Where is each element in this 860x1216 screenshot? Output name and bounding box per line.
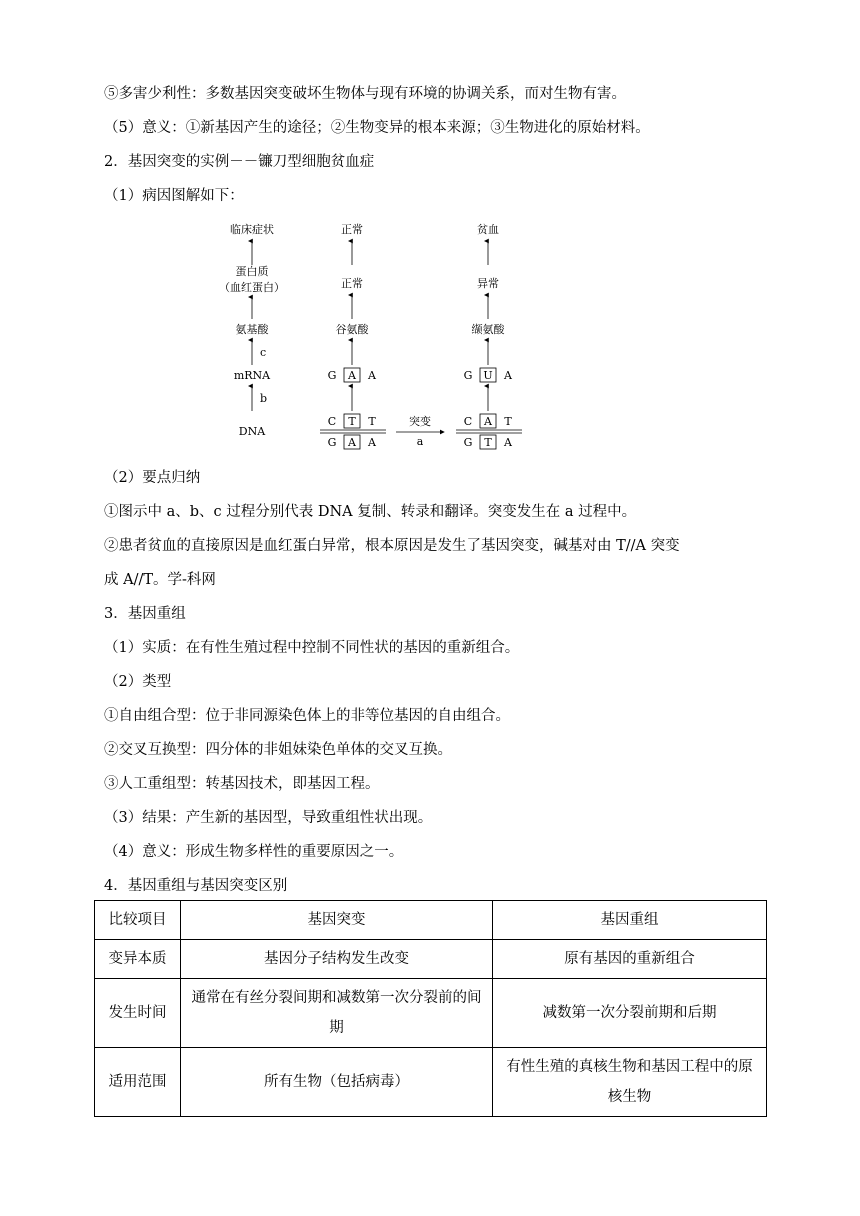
normal-protein-label: 正常 (341, 277, 363, 290)
process-a-label: a (416, 435, 424, 448)
dna-label: DNA (238, 425, 266, 438)
type-3: ③人工重组型：转基因技术，即基因工程。 (104, 776, 380, 792)
line-2: （5）意义：①新基因产生的途径；②生物变异的根本来源；③生物进化的原始材料。 (104, 120, 650, 136)
glutamic-acid-label: 谷氨酸 (335, 323, 369, 336)
line-diagram-caption: （1）病因图解如下： (104, 188, 244, 204)
table-cell: 有性生殖的真核生物和基因工程中的原核生物 (493, 1048, 767, 1117)
normal-dna-top-1: C (327, 415, 337, 428)
recombination-essence: （1）实质：在有性生殖过程中控制不同性状的基因的重新组合。 (104, 640, 520, 656)
process-c-label: c (260, 346, 267, 359)
type-1: ①自由组合型：位于非同源染色体上的非等位基因的自由组合。 (104, 708, 510, 724)
key-point-1: ①图示中 a、b、c 过程分别代表 DNA 复制、转录和翻译。突变发生在 a 过程中。 (104, 504, 637, 520)
table-cell: 变异本质 (95, 940, 181, 979)
normal-top-label: 正常 (341, 223, 363, 236)
table-row (95, 940, 767, 979)
mutant-mrna-base-2: U (483, 369, 493, 382)
table-cell: 所有生物（包括病毒） (181, 1048, 493, 1117)
mutant-dna-bottom-1: G (463, 436, 473, 449)
section-3-heading: 3．基因重组 (104, 606, 186, 622)
table-header-cell: 基因重组 (493, 901, 767, 940)
recombination-result: （3）结果：产生新的基因型，导致重组性状出现。 (104, 810, 433, 826)
normal-dna-top-2: T (348, 415, 356, 428)
anemia-label: 贫血 (477, 223, 499, 236)
amino-acid-label: 氨基酸 (235, 323, 269, 336)
table-cell: 适用范围 (95, 1048, 181, 1117)
table-cell: 通常在有丝分裂间期和减数第一次分裂前的间期 (181, 979, 493, 1048)
normal-dna-bottom-1: G (327, 436, 337, 449)
abnormal-protein-label: 异常 (477, 277, 499, 290)
sickle-cell-pathogenesis-diagram (200, 213, 540, 458)
mutation-label: 突变 (409, 415, 431, 428)
normal-dna-bottom-2: A (348, 436, 356, 449)
process-b-label: b (260, 392, 268, 405)
normal-dna-top-3: T (368, 415, 376, 428)
table-cell: 基因分子结构发生改变 (181, 940, 493, 979)
mrna-label: mRNA (233, 369, 271, 382)
section-2-heading: 2．基因突变的实例－－镰刀型细胞贫血症 (104, 154, 375, 170)
key-point-2: ②患者贫血的直接原因是血红蛋白异常，根本原因是发生了基因突变，碱基对由 T//A 突变 (104, 538, 680, 554)
table-header-row (95, 901, 767, 940)
normal-dna-bottom-3: A (368, 436, 376, 449)
mutant-dna-top-2: A (484, 415, 492, 428)
comparison-table (94, 900, 767, 1117)
mutant-dna-bottom-2: T (484, 436, 492, 449)
table-cell: 减数第一次分裂前期和后期 (493, 979, 767, 1048)
hemoglobin-label: （血红蛋白） (219, 281, 285, 294)
line-1: ⑤多害少利性：多数基因突变破坏生物体与现有环境的协调关系，而对生物有害。 (104, 86, 626, 102)
type-2: ②交叉互换型：四分体的非姐妹染色单体的交叉互换。 (104, 742, 452, 758)
valine-label: 缬氨酸 (471, 323, 505, 336)
table-row (95, 1048, 767, 1117)
key-points-heading: （2）要点归纳 (104, 470, 201, 486)
normal-mrna-base-2: A (348, 369, 356, 382)
clinical-symptoms-label: 临床症状 (230, 223, 274, 236)
section-4-heading: 4．基因重组与基因突变区别 (104, 878, 288, 894)
table-row (95, 979, 767, 1048)
mutant-dna-top-1: C (463, 415, 473, 428)
normal-mrna-base-3: A (368, 369, 376, 382)
key-point-2-cont: 成 A//T。学-科网 (104, 572, 216, 588)
table-cell: 发生时间 (95, 979, 181, 1048)
recombination-types-heading: （2）类型 (104, 674, 172, 690)
mutant-mrna-base-3: A (504, 369, 512, 382)
normal-mrna-base-1: G (327, 369, 337, 382)
recombination-significance: （4）意义：形成生物多样性的重要原因之一。 (104, 844, 404, 860)
table-cell: 原有基因的重新组合 (493, 940, 767, 979)
protein-label: 蛋白质 (235, 265, 269, 278)
table-header-cell: 基因突变 (181, 901, 493, 940)
table-header-cell: 比较项目 (95, 901, 181, 940)
mutant-mrna-base-1: G (463, 369, 473, 382)
mutant-dna-bottom-3: A (504, 436, 512, 449)
mutant-dna-top-3: T (504, 415, 512, 428)
